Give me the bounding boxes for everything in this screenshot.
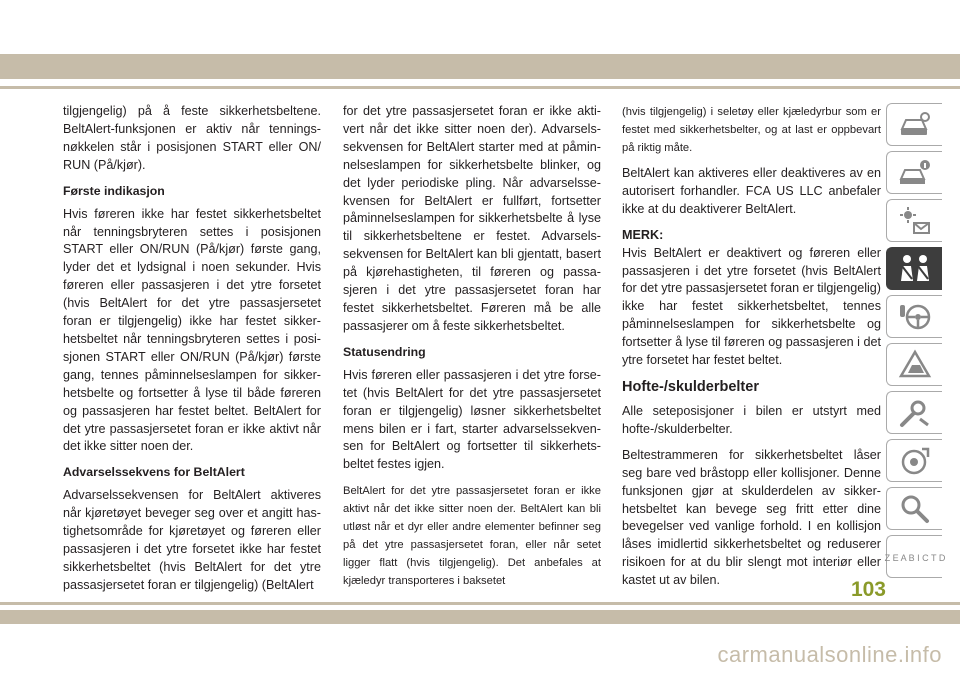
footer-rule bbox=[0, 602, 960, 605]
note-paragraph: BeltAlert for det ytre passasjersetet foran er ikke aktivt når det ikke sitter noen der. BeltAlert kan bli utløst når et dyr eller andre elementer befinner seg på det ytre passasjersetet foran, eller når setet ligger flatt (hvis tilgjengelig). Det anbefales at kjæledyr transporteres i baksetet bbox=[343, 485, 601, 588]
tab-multimedia[interactable] bbox=[886, 439, 942, 482]
header-band bbox=[0, 54, 960, 79]
service-tools-icon bbox=[898, 397, 932, 429]
tab-seat-belt-safety[interactable] bbox=[886, 247, 942, 290]
multimedia-icon bbox=[898, 445, 932, 477]
car-key-icon bbox=[898, 109, 932, 141]
section-heading: Advarselssekvens for BeltAlert bbox=[63, 465, 245, 480]
svg-text:Z E A B I C T D: Z E A B I C T D bbox=[884, 552, 945, 563]
tab-car-key[interactable] bbox=[886, 103, 942, 146]
text-column-1 bbox=[63, 103, 321, 603]
paragraph: Hvis føreren eller passasjeren i det ytre forsetet (hvis BeltAlert for det ytre passasjersetet foran er tilgjengelig) løsner sikkerhetsbeltet mens bilen er i fart, starter advarselssekvensen for BeltAlert og fortsetter til sikkerhetsbeltet festes igjen. bbox=[343, 367, 601, 472]
tab-language-index[interactable] bbox=[884, 535, 945, 578]
paragraph: BeltAlert kan aktiveres eller deaktiveres av en autorisert forhandler. FCA US LLC anbefaler ikke at du deaktiverer BeltAlert. bbox=[622, 166, 881, 216]
seat-belt-safety-icon bbox=[898, 253, 932, 285]
tab-hazard[interactable] bbox=[886, 343, 942, 386]
paragraph: Hvis føreren ikke har festet sikkerhetsbeltet når tenningsbryteren settes i posisjonen START eller ON/RUN (På/kjør) første gang, lyder det et lydsignal i noen sekunder. Hvis føreren eller passasjeren i det ytre forsetet (hvis BeltAlert for det ytre passasjersetet foran er tilgjengelig) ikke har festet sikkerhetsbeltet når tenningsbryteren settes i posisjonen START eller ON/RUN (På/kjør) første gang, tennes påminnelseslampen for sikkerhetsbelte og fortsetter å lyse til både føreren og passasjeren har festet beltet. BeltAlert for det ytre passasjersetet foran er ikke aktivt når det ikke sitter noen der. bbox=[63, 206, 321, 454]
paragraph: for det ytre passasjersetet foran er ikke aktivert når det ikke sitter noen der). Advarselssekvensen for BeltAlert starter med at påminnelseslampen for sikkerhetsbelte blinker, og det lyder periodiske pling. Når advarselssekvensen for BeltAlert er fullført, fortsetter påminnelseslampen for sikkerhetsbelte å lyse til sikkerhetsbeltene er festet. Advarselssekvensen for BeltAlert kan bli gjentatt, basert på kjørehastigheten, til føreren og passasjeren i det ytre passasjersetet foran har festet sikkerhetsbeltet. Føreren må be alle passasjerer om å feste sikkerhetsbeltet. bbox=[343, 104, 601, 333]
warning-lights-icon bbox=[898, 205, 932, 237]
tab-steering[interactable] bbox=[886, 295, 942, 338]
tab-service[interactable] bbox=[886, 391, 942, 434]
tab-search[interactable] bbox=[886, 487, 942, 530]
chapter-tabs bbox=[884, 103, 945, 583]
car-info-icon bbox=[898, 157, 932, 189]
footer-band bbox=[0, 610, 960, 624]
tab-warning-lights[interactable] bbox=[886, 199, 942, 242]
paragraph: Alle seteposisjoner i bilen er utstyrt med hofte-/skulderbelter. bbox=[622, 403, 881, 436]
hazard-triangle-icon bbox=[898, 349, 932, 381]
watermark: carmanualsonline.info bbox=[717, 642, 942, 667]
header-rule bbox=[0, 86, 960, 89]
paragraph: Beltestrammeren for sikkerhetsbeltet låser seg bare ved bråstopp eller kollisjoner. Denne funksjonen gjør at skulderdelen av sikkerhetsbeltet kan bevege seg fritt etter dine bevegelser ved vanlige forhold. I en kollisjon låses imidlertid sikkerhetsbeltet og reduserer risikoen for at du blir slengt mot interiør eller kastet ut av bilen. bbox=[622, 447, 881, 588]
note-text: Hvis BeltAlert er deaktivert og føreren eller passasjeren i det ytre forsetet (hvis BeltAlert for det ytre passasjersetet foran er tilgjengelig) ikke har festet sikkerhetsbeltet, tennes påminnelseslampen for sikkerhetsbelte og fortsetter å lyse til føreren og passasjeren i det ytre forsetet har festet beltet. bbox=[622, 245, 882, 368]
note-label: MERK: bbox=[622, 227, 664, 242]
paragraph: Advarselssekvensen for BeltAlert aktiveres når kjøretøyet beveger seg over et angitt hastighetsområde for kjøretøyet og føreren eller passasjeren i det ytre forsetet ikke har festet sikkerhetsbeltet (hvis BeltAlert for det ytre passasjersetet foran er tilgjengelig) (BeltAlert bbox=[63, 488, 321, 592]
tab-car-info[interactable] bbox=[886, 151, 942, 194]
section-heading: Hofte-/skulderbelter bbox=[622, 378, 759, 395]
page-number: 103 bbox=[850, 578, 886, 601]
steering-wheel-icon bbox=[898, 301, 932, 333]
section-heading: Første indikasjon bbox=[63, 183, 165, 198]
text-column-2 bbox=[343, 103, 601, 598]
note-block bbox=[622, 227, 881, 370]
search-index-icon bbox=[898, 493, 932, 525]
section-heading: Statusendring bbox=[343, 344, 426, 359]
language-index-icon bbox=[884, 541, 945, 573]
note-paragraph: (hvis tilgjengelig) i seletøy eller kjæledyrbur som er festet med sikkerhetsbelter, og at last er oppbevart på riktig måte. bbox=[622, 106, 881, 154]
paragraph: tilgjengelig) på å feste sikkerhetsbeltene. BeltAlert-funksjonen er aktiv når tenningsnøkkelen står i posisjonen START eller ON/ RUN (På/kjør). bbox=[63, 104, 321, 172]
text-column-3 bbox=[622, 103, 881, 598]
